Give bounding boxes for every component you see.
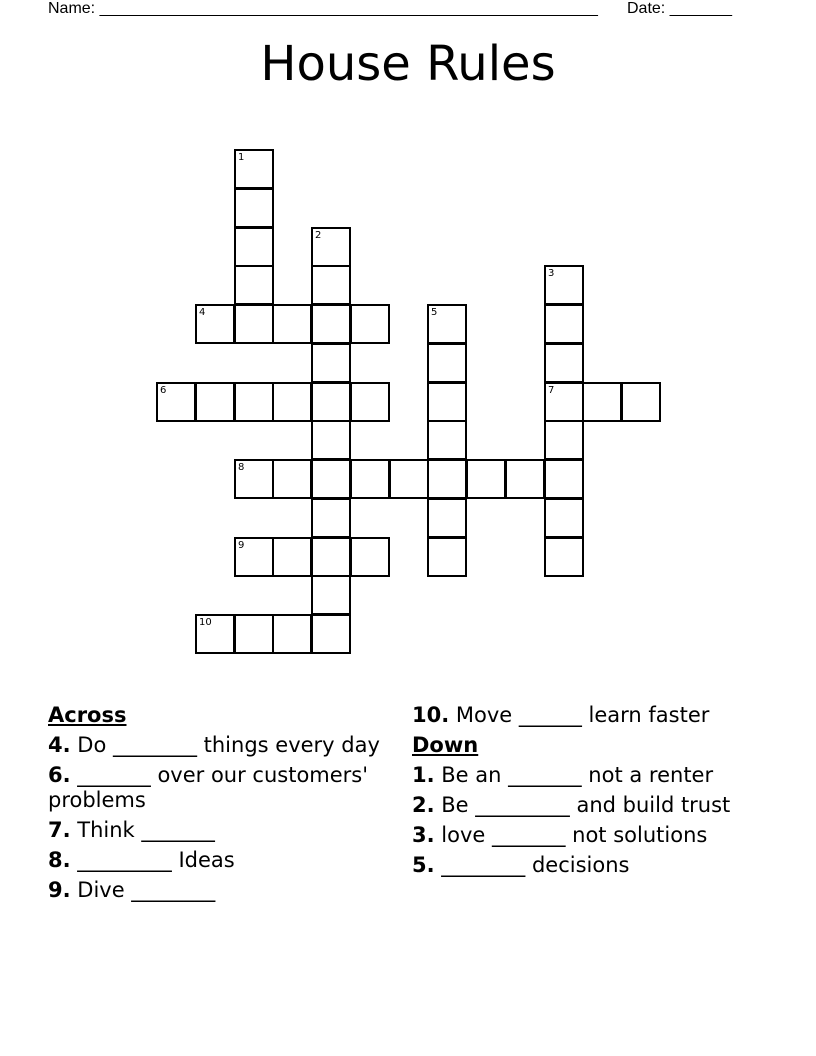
clue-number: 4.: [48, 733, 71, 757]
grid-cell[interactable]: [272, 304, 312, 344]
clue-number-label: 5: [431, 307, 438, 318]
clue-number: 2.: [412, 793, 435, 817]
across-clue-9: [48, 878, 393, 903]
clue-text: Move ______ learn faster: [449, 703, 710, 727]
clue-number-label: 2: [315, 230, 322, 241]
down-clue-3: [412, 823, 772, 848]
grid-cell[interactable]: [544, 537, 584, 577]
grid-cell[interactable]: [427, 498, 467, 538]
grid-cell[interactable]: [234, 304, 274, 344]
grid-cell[interactable]: [427, 382, 467, 422]
clue-number: 10.: [412, 703, 450, 727]
grid-cell[interactable]: [350, 537, 390, 577]
down-clue-1: [412, 763, 772, 788]
grid-cell[interactable]: [272, 614, 312, 654]
grid-cell[interactable]: [544, 265, 584, 305]
grid-cell[interactable]: [582, 382, 622, 422]
grid-cell[interactable]: [234, 459, 274, 499]
clue-number: 5.: [412, 853, 435, 877]
grid-cell[interactable]: [234, 614, 274, 654]
grid-cell[interactable]: [466, 459, 506, 499]
grid-cell[interactable]: [311, 420, 351, 460]
grid-cell[interactable]: [234, 265, 274, 305]
clue-text: ________ decisions: [434, 853, 630, 877]
clue-number-label: 10: [199, 617, 212, 628]
grid-cell[interactable]: [427, 304, 467, 344]
grid-cell[interactable]: [389, 459, 429, 499]
grid-cell[interactable]: [544, 459, 584, 499]
clue-text: Be _________ and build trust: [434, 793, 731, 817]
grid-cell[interactable]: [195, 304, 235, 344]
clue-number: 6.: [48, 763, 71, 787]
clue-text: love _______ not solutions: [434, 823, 708, 847]
clue-text: Be an _______ not a renter: [434, 763, 714, 787]
clue-text: _______ over our customers' problems: [48, 763, 369, 812]
grid-cell[interactable]: [234, 382, 274, 422]
across-clue-8: [48, 848, 393, 873]
across-clue-10: [412, 703, 772, 728]
grid-cell[interactable]: [311, 343, 351, 383]
across-clue-4: [48, 733, 393, 758]
clue-number: 7.: [48, 818, 71, 842]
clue-text: Think _______: [70, 818, 215, 842]
grid-cell[interactable]: [311, 265, 351, 305]
down-heading: Down: [412, 733, 479, 757]
clue-number-label: 4: [199, 307, 206, 318]
grid-cell[interactable]: [350, 382, 390, 422]
clue-text: _________ Ideas: [70, 848, 235, 872]
grid-cell[interactable]: [311, 304, 351, 344]
grid-cell[interactable]: [234, 188, 274, 228]
grid-cell[interactable]: [272, 382, 312, 422]
grid-cell[interactable]: [544, 343, 584, 383]
grid-cell[interactable]: [234, 227, 274, 267]
grid-cell[interactable]: [311, 227, 351, 267]
clue-text: Dive ________: [70, 878, 216, 902]
grid-cell[interactable]: [195, 382, 235, 422]
grid-cell[interactable]: [156, 382, 196, 422]
clue-number-label: 6: [160, 385, 167, 396]
across-clue-6: [48, 763, 393, 813]
clue-number: 1.: [412, 763, 435, 787]
grid-cell[interactable]: [311, 459, 351, 499]
grid-cell[interactable]: [311, 382, 351, 422]
clue-number: 3.: [412, 823, 435, 847]
grid-cell[interactable]: [544, 420, 584, 460]
across-clue-7: [48, 818, 393, 843]
clues-column-right: [412, 703, 772, 883]
grid-cell[interactable]: [195, 614, 235, 654]
grid-cell[interactable]: [544, 382, 584, 422]
grid-cell[interactable]: [272, 459, 312, 499]
puzzle-title: House Rules: [260, 36, 556, 92]
grid-cell[interactable]: [272, 537, 312, 577]
grid-cell[interactable]: [544, 498, 584, 538]
clue-number: 9.: [48, 878, 71, 902]
grid-cell[interactable]: [427, 459, 467, 499]
grid-cell[interactable]: [350, 459, 390, 499]
clue-text: Do ________ things every day: [70, 733, 380, 757]
grid-cell[interactable]: [234, 149, 274, 189]
grid-cell[interactable]: [427, 420, 467, 460]
grid-cell[interactable]: [311, 614, 351, 654]
grid-cell[interactable]: [350, 304, 390, 344]
grid-cell[interactable]: [544, 304, 584, 344]
grid-cell[interactable]: [311, 498, 351, 538]
down-clue-2: [412, 793, 772, 818]
grid-cell[interactable]: [311, 537, 351, 577]
clues-column-left: [48, 703, 393, 908]
grid-cell[interactable]: [621, 382, 661, 422]
grid-cell[interactable]: [505, 459, 545, 499]
clue-number-label: 1: [238, 152, 245, 163]
clue-number-label: 7: [548, 385, 555, 396]
down-clue-5: [412, 853, 772, 878]
clue-number-label: 3: [548, 268, 555, 279]
grid-cell[interactable]: [427, 343, 467, 383]
across-heading: Across: [48, 703, 127, 727]
grid-cell[interactable]: [427, 537, 467, 577]
name-field[interactable]: Name: ________________________________________________________: [48, 0, 598, 17]
grid-cell[interactable]: [311, 575, 351, 615]
clue-number-label: 9: [238, 540, 245, 551]
clue-number: 8.: [48, 848, 71, 872]
grid-cell[interactable]: [234, 537, 274, 577]
clue-number-label: 8: [238, 462, 245, 473]
date-field[interactable]: Date: _______: [627, 0, 732, 17]
